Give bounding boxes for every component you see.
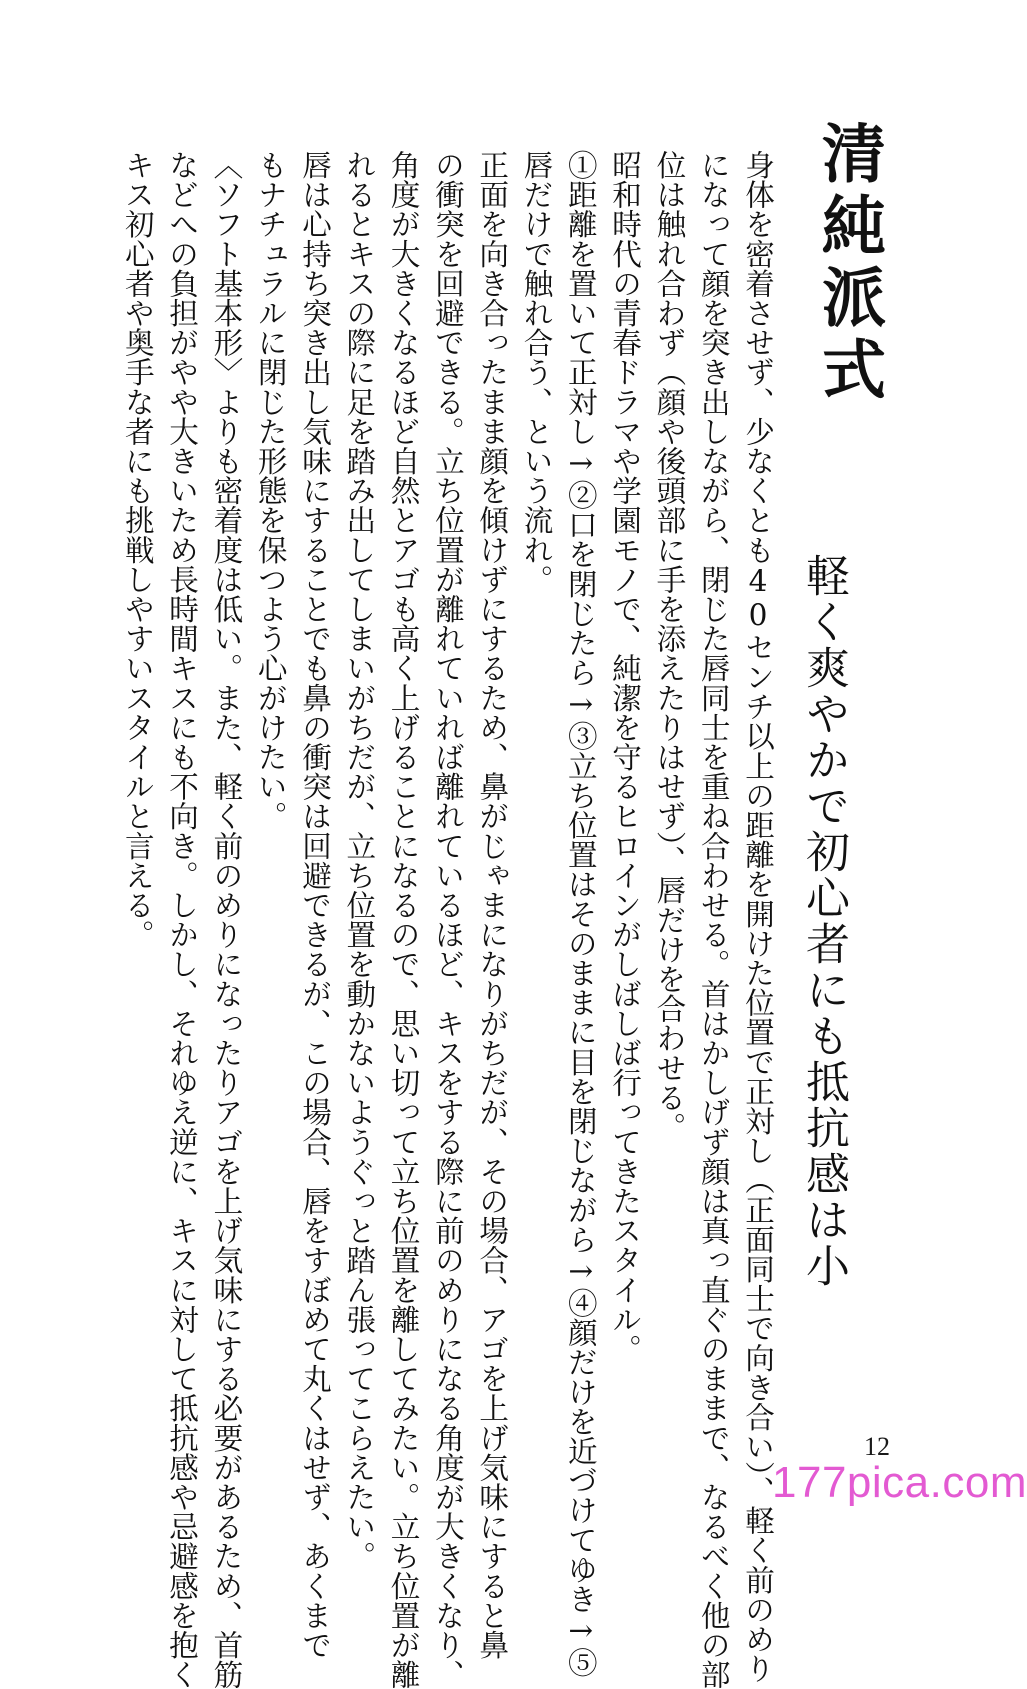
body-line: れるとキスの際に足を踏み出してしまいがちだが、立ち位置を動かないようぐっと踏ん張ってこらえたい。 [342,150,377,1571]
body-line: 角度が大きくなるほど自然とアゴも高く上げることになるので、思い切って立ち位置を離してみたい。立ち位置が離 [386,150,421,1689]
body-line: 位は触れ合わず（顔や後頭部に手を添えたりはせず）、唇だけを合わせる。 [652,150,687,1142]
subtitle: 軽く爽やかで初心者にも抵抗感は小 [798,553,849,1289]
body-line: 〈ソフト基本形〉よりも密着度は低い。また、軽く前のめりになったりアゴを上げ気味にする必要があるため、首筋 [209,150,244,1689]
watermark: 177pica.com [772,1458,1027,1507]
page-title: 清純派式 [811,120,886,408]
body-line: の衝突を回避できる。立ち位置が離れていれば離れているほど、キスをする際に前のめりになる角度が大きくなり、 [430,150,465,1689]
body-line: ①距離を置いて正対し→②口を閉じたら→③立ち位置はそのままに目を閉じながら→④顔だけを近づけてゆき→⑤ [563,150,598,1678]
page-number: 12 [864,1432,890,1461]
body-line: 正面を向き合ったまま顔を傾けずにするため、鼻がじゃまになりがちだが、その場合、アゴを上げ気味にすると鼻 [475,150,510,1660]
body-text [107,150,775,1689]
body-line: などへの負担がやや大きいため長時間キスにも不向き。しかし、それゆえ逆に、キスに対して抵抗感や忌避感を抱く [165,150,200,1689]
body-line: 昭和時代の青春ドラマや学園モノで、純潔を守るヒロインがしばしば行ってきたスタイル。 [608,150,643,1364]
body-line: 唇は心持ち突き出し気味にすることでも鼻の衝突は回避できるが、この場合、唇をすぼめて丸くはせず、あくまで [298,150,332,1660]
body-line: になって顔を突き出しながら、閉じた唇同士を重ね合わせる。首はかしげず顔は真っ直ぐのままで、なるべく他の部 [696,150,731,1689]
body-line: 唇だけで触れ合う、という流れ。 [519,150,554,594]
body-line: キス初心者や奥手な者にも挑戦しやすいスタイルと言える。 [120,150,155,950]
body-line: もナチュラルに閉じた形態を保つよう心がけたい。 [253,150,288,831]
body-line: 身体を密着させず、少なくとも40センチ以上の距離を開けた位置で正対し（正面同士で向き合い）、軽く前のめり [741,150,775,1684]
